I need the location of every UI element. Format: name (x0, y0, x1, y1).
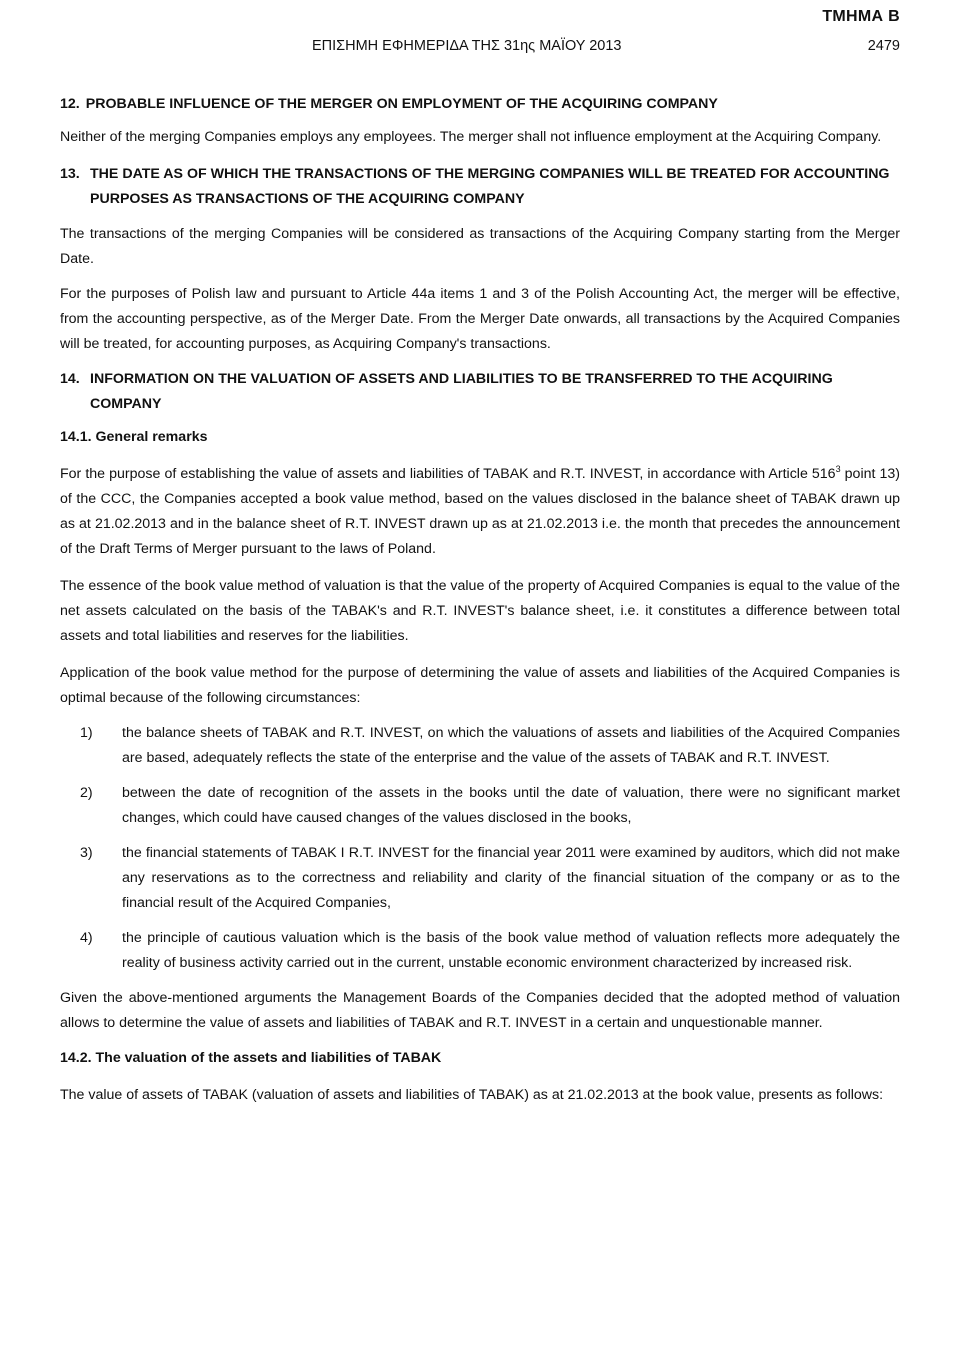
paragraph: Neither of the merging Companies employs any employees. The merger shall not influence employment at the Acquiring Company. (60, 129, 882, 145)
page-number: 2479 (867, 38, 900, 54)
list-item (60, 841, 900, 916)
section-title: THE DATE AS OF WHICH THE TRANSACTIONS OF THE MERGING COMPANIES WILL BE TREATED FOR ACCOUNTING PURPOSES AS TRANSACTIONS OF THE ACQUIRING COMPANY (90, 166, 890, 207)
document-body (60, 92, 900, 1108)
section-number: 12. (60, 96, 80, 112)
list-text: the balance sheets of TABAK and R.T. INVEST, on which the valuations of assets and liabilities of the Acquired Companies are based, adequately reflects the state of the enterprise and the value of the assets of TABAK and R.T. INVEST. (122, 725, 900, 766)
paragraph: The value of assets of TABAK (valuation of assets and liabilities of TABAK) as at 21.02.2013 at the book value, presents as follows: (60, 1087, 884, 1103)
superscript: 3 (835, 464, 841, 474)
gazette-title: ΕΠΙΣΗΜΗ ΕΦΗΜΕΡΙΔΑ ΤΗΣ 31ης ΜΑΪΟΥ 2013 (312, 38, 622, 54)
paragraph: The transactions of the merging Companies will be considered as transactions of the Acquiring Company starting from the Merger Date. (60, 226, 900, 267)
list-number: 4) (80, 930, 93, 946)
paragraph (60, 462, 900, 562)
list-text: between the date of recognition of the assets in the books until the date of valuation, there were no significant market changes, which could have caused changes of the values disclosed in the books, (122, 785, 900, 826)
list-number: 1) (80, 725, 93, 741)
section-number: 14. (60, 371, 80, 387)
subsection-14-2-heading (60, 1046, 900, 1071)
subsection-title: 14.1. General remarks (60, 429, 208, 445)
list-text: the financial statements of TABAK I R.T. INVEST for the financial year 2011 were examined by auditors, which did not make any reservations as to the correctness and reliability and clarity of the financial situation of the company or as to the financial result of the Acquired Companies, (122, 845, 900, 911)
section-13-heading (60, 162, 900, 212)
paragraph: Given the above-mentioned arguments the Management Boards of the Companies decided that the adopted method of valuation allows to determine the value of assets and liabilities of TABAK and R.T. INVEST in a certain and unquestionable manner. (60, 990, 900, 1031)
paragraph-text: point 13) of the CCC, the Companies accepted a book value method, based on the values disclosed in the balance sheet of TABAK drawn up as at 21.02.2013 and in the balance sheet of R.T. INVEST drawn up as at 21.02.2013 i.e. the month that precedes the announcement of the Draft Terms of Merger pursuant to the laws of Poland. (60, 466, 900, 557)
section-14-heading (60, 367, 900, 417)
section-number: 13. (60, 166, 80, 182)
list-text: the principle of cautious valuation which is the basis of the book value method of valuation reflects more adequately the reality of business activity carried out in the current, unstable economic environment characterized by increased risk. (122, 930, 900, 971)
section-12-heading (60, 92, 900, 117)
list-number: 2) (80, 785, 93, 801)
list-item (60, 781, 900, 831)
paragraph-text: For the purpose of establishing the value of assets and liabilities of TABAK and R.T. INVEST, in accordance with Article 516 (60, 466, 836, 482)
section-title: PROBABLE INFLUENCE OF THE MERGER ON EMPLOYMENT OF THE ACQUIRING COMPANY (85, 96, 718, 112)
list-item (60, 926, 900, 976)
section-label: ΤΜΗΜΑ Β (822, 8, 900, 25)
section-title: INFORMATION ON THE VALUATION OF ASSETS AND LIABILITIES TO BE TRANSFERRED TO THE ACQUIRING COMPANY (90, 371, 833, 412)
paragraph: Application of the book value method for the purpose of determining the value of assets and liabilities of the Acquired Companies is optimal because of the following circumstances: (60, 665, 900, 706)
paragraph: The essence of the book value method of valuation is that the value of the property of Acquired Companies is equal to the value of the net assets calculated on the basis of the TABAK's and R.T. INVEST's balance sheet, i.e. it constitutes a difference between total assets and total liabilities and reserves for the liabilities. (60, 578, 900, 644)
list-number: 3) (80, 845, 93, 861)
subsection-14-1-heading (60, 425, 900, 450)
paragraph: For the purposes of Polish law and pursuant to Article 44a items 1 and 3 of the Polish Accounting Act, the merger will be effective, from the accounting perspective, as of the Merger Date. From the Merger Date onwards, all transactions by the Acquired Companies will be treated, for accounting purposes, as Acquiring Company's transactions. (60, 286, 900, 352)
list-item (60, 721, 900, 771)
subsection-title: 14.2. The valuation of the assets and liabilities of TABAK (60, 1050, 442, 1066)
